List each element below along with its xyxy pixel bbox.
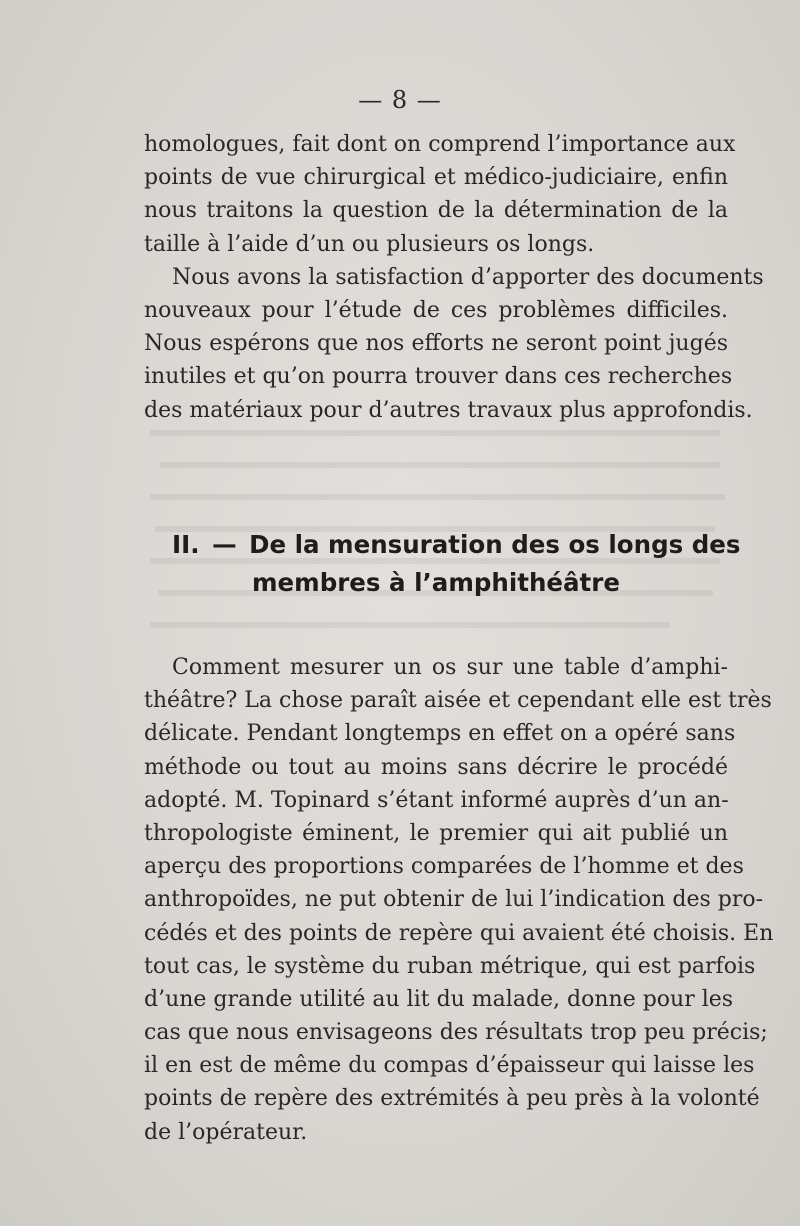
text-line: des matériaux pour d’autres travaux plus approfondis. [144, 397, 753, 423]
text-line: cédés et des points de repère qui avaient été choisis. En [144, 920, 774, 946]
text-line: adopté. M. Topinard s’étant informé auprès d’un an- [144, 787, 729, 813]
paragraph [144, 651, 774, 1149]
section-title-part-2: membres à l’amphithéâtre [252, 568, 620, 597]
text-line: Nous espérons que nos efforts ne seront point jugés [144, 331, 728, 357]
section-heading-line-1 [144, 526, 741, 564]
text-line: inutiles et qu’on pourra trouver dans ces recherches [144, 364, 733, 390]
text-line: Comment mesurer un os sur une table d’amphi- [172, 655, 728, 680]
section-heading [144, 526, 741, 602]
text-line: d’une grande utilité au lit du malade, donne pour les [144, 986, 734, 1012]
text-line: homologues, fait dont on comprend l’importance aux [144, 132, 736, 157]
section-title-part-1: De la mensuration des os longs des [249, 530, 741, 559]
text-line: théâtre? La chose paraît aisée et cependant elle est très [144, 688, 772, 714]
text-line: nouveaux pour l’étude de ces problèmes difficiles. [144, 297, 728, 323]
text-line: de l’opérateur. [144, 1119, 308, 1145]
section-body [144, 651, 774, 1149]
paragraph [144, 261, 764, 427]
text-line: il en est de même du compas d’épaisseur qui laisse les [144, 1053, 755, 1079]
text-line: délicate. Pendant longtemps en effet on a opéré sans [144, 721, 736, 747]
section-dash: — [212, 530, 237, 559]
text-line: thropologiste éminent, le premier qui ait publié un [144, 820, 728, 846]
intro-text [144, 128, 764, 427]
text-line: Nous avons la satisfaction d’apporter des documents [172, 264, 764, 290]
text-line: méthode ou tout au moins sans décrire le procédé [144, 754, 728, 780]
text-line: points de repère des extrémités à peu près à la volonté [144, 1086, 760, 1112]
text-line: tout cas, le système du ruban métrique, qui est parfois [144, 953, 756, 979]
text-line: taille à l’aide d’un ou plusieurs os longs. [144, 231, 595, 257]
text-line: anthropoïdes, ne put obtenir de lui l’indication des pro- [144, 887, 764, 913]
section-number: II. [172, 530, 200, 559]
text-line: cas que nous envisageons des résultats trop peu précis; [144, 1020, 768, 1046]
page-number: — 8 — [358, 86, 442, 114]
text-line: nous traitons la question de la détermination de la [144, 198, 728, 224]
text-line: points de vue chirurgical et médico-judiciaire, enfin [144, 165, 728, 191]
paragraph [144, 128, 736, 261]
text-line: aperçu des proportions comparées de l’homme et des [144, 854, 744, 880]
